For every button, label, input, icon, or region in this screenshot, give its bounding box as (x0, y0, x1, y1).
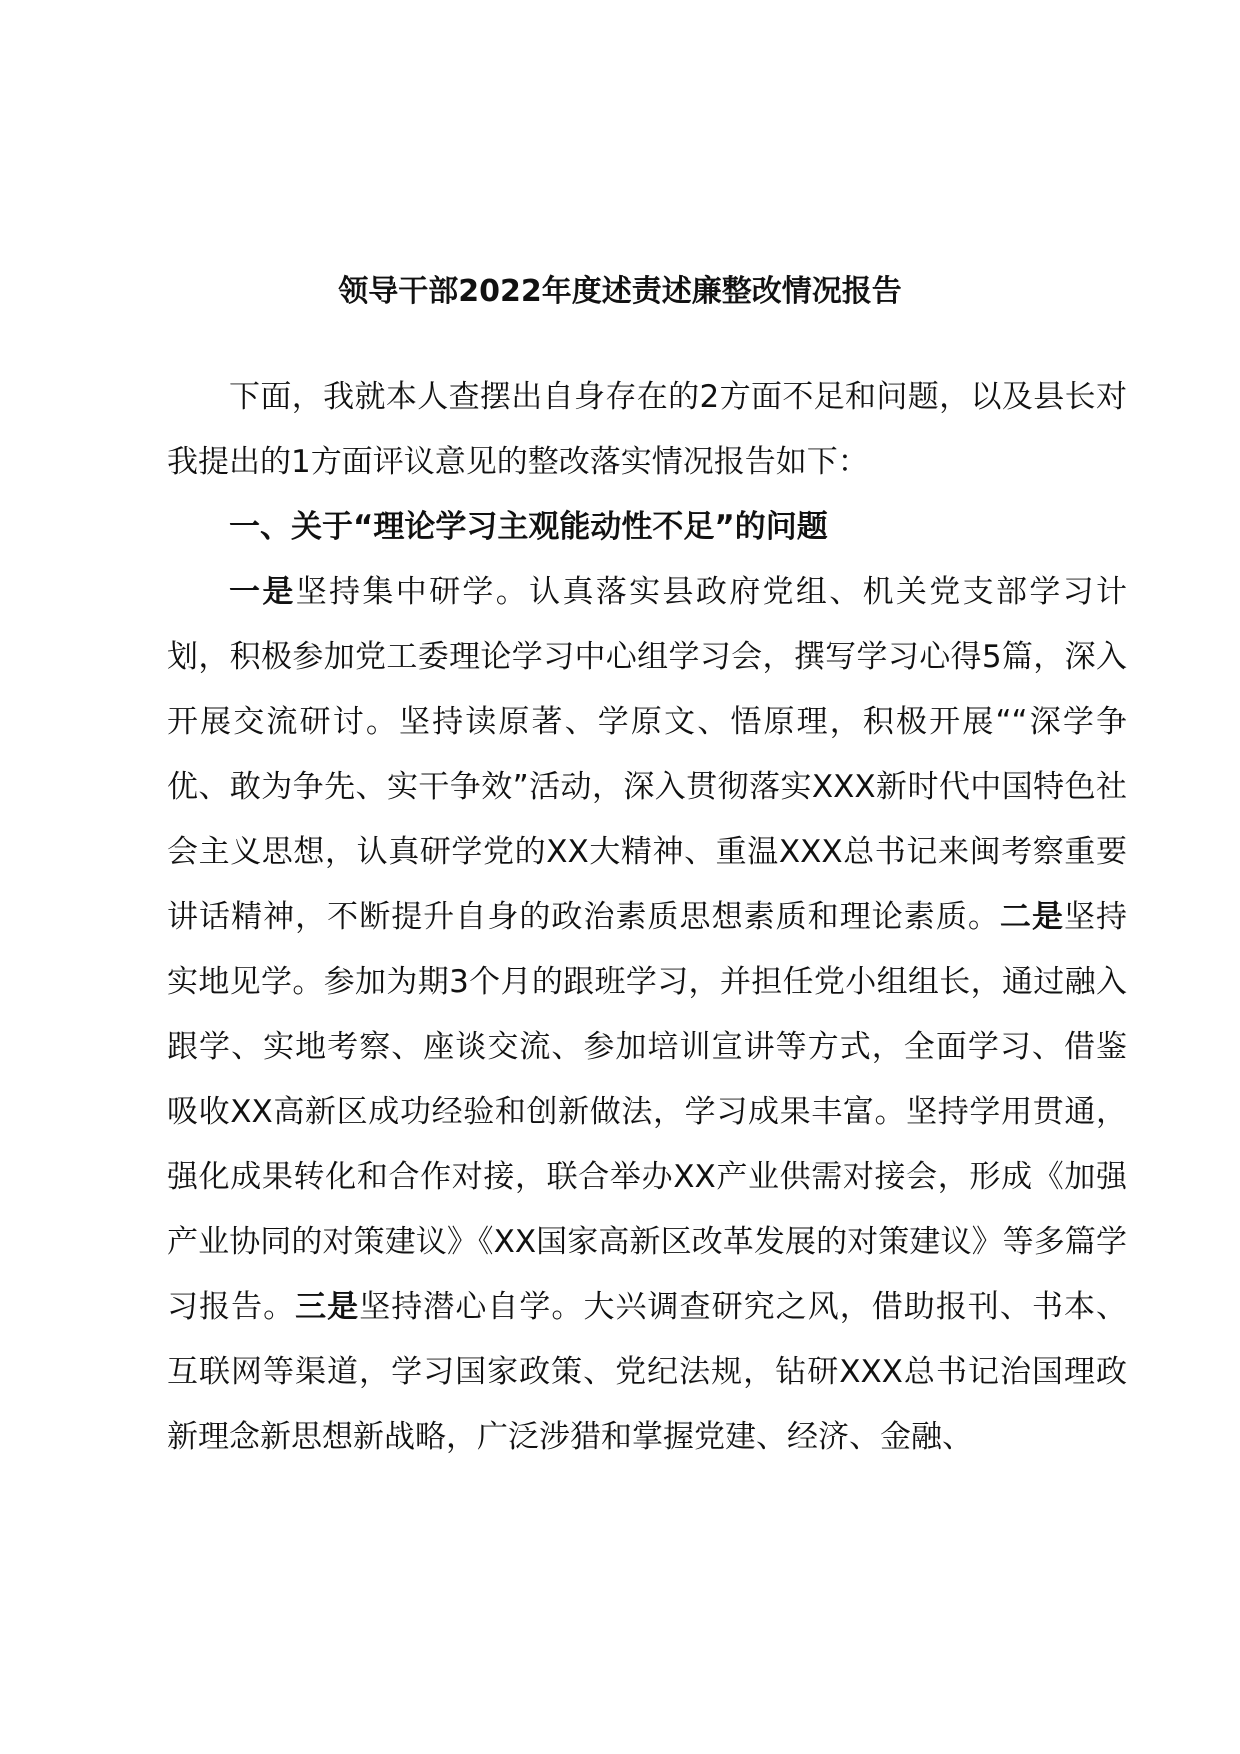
section-paragraph (167, 560, 1127, 1470)
intro-paragraph: 下面，我就本人查摆出自身存在的2方面不足和问题，以及县长对我提出的1方面评议意见的整改落实情况报告如下： (167, 379, 1127, 480)
point3-label: 三是 (295, 1289, 360, 1325)
point3-text: 坚持潜心自学。大兴调查研究之风，借助报刊、书本、互联网等渠道，学习国家政策、党纪法规，钻研XXX总书记治国理政新理念新思想新战略，广泛涉猎和掌握党建、经济、金融、 (167, 1289, 1128, 1455)
section-heading: 一、关于“理论学习主观能动性不足”的问题 (229, 509, 828, 545)
document-title: 领导干部2022年度述责述廉整改情况报告 (338, 274, 902, 309)
point2-text: 坚持实地见学。参加为期3个月的跟班学习，并担任党小组组长，通过融入跟学、实地考察、座谈交流、参加培训宣讲等方式，全面学习、借鉴吸收XX高新区成功经验和创新做法，学习成果丰富。坚持学用贯通，强化成果转化和合作对接，联合举办XX产业供需对接会，形成《加强产业协同的对策建议》《XX国家高新区改革发展的对策建议》等多篇学习报告。 (167, 899, 1128, 1325)
point2-label: 二是 (999, 899, 1064, 935)
document-body (167, 365, 1127, 1470)
point1-label: 一是 (229, 574, 296, 610)
point1-text: 坚持集中研学。认真落实县政府党组、机关党支部学习计划，积极参加党工委理论学习中心组学习会，撰写学习心得5篇，深入开展交流研讨。坚持读原著、学原文、悟原理，积极开展““深学争优、敢为争先、实干争效”活动，深入贯彻落实XXX新时代中国特色社会主义思想，认真研学党的XX大精神、重温XXX总书记来闽考察重要讲话精神，不断提升自身的政治素质思想素质和理论素质。 (167, 574, 1128, 935)
